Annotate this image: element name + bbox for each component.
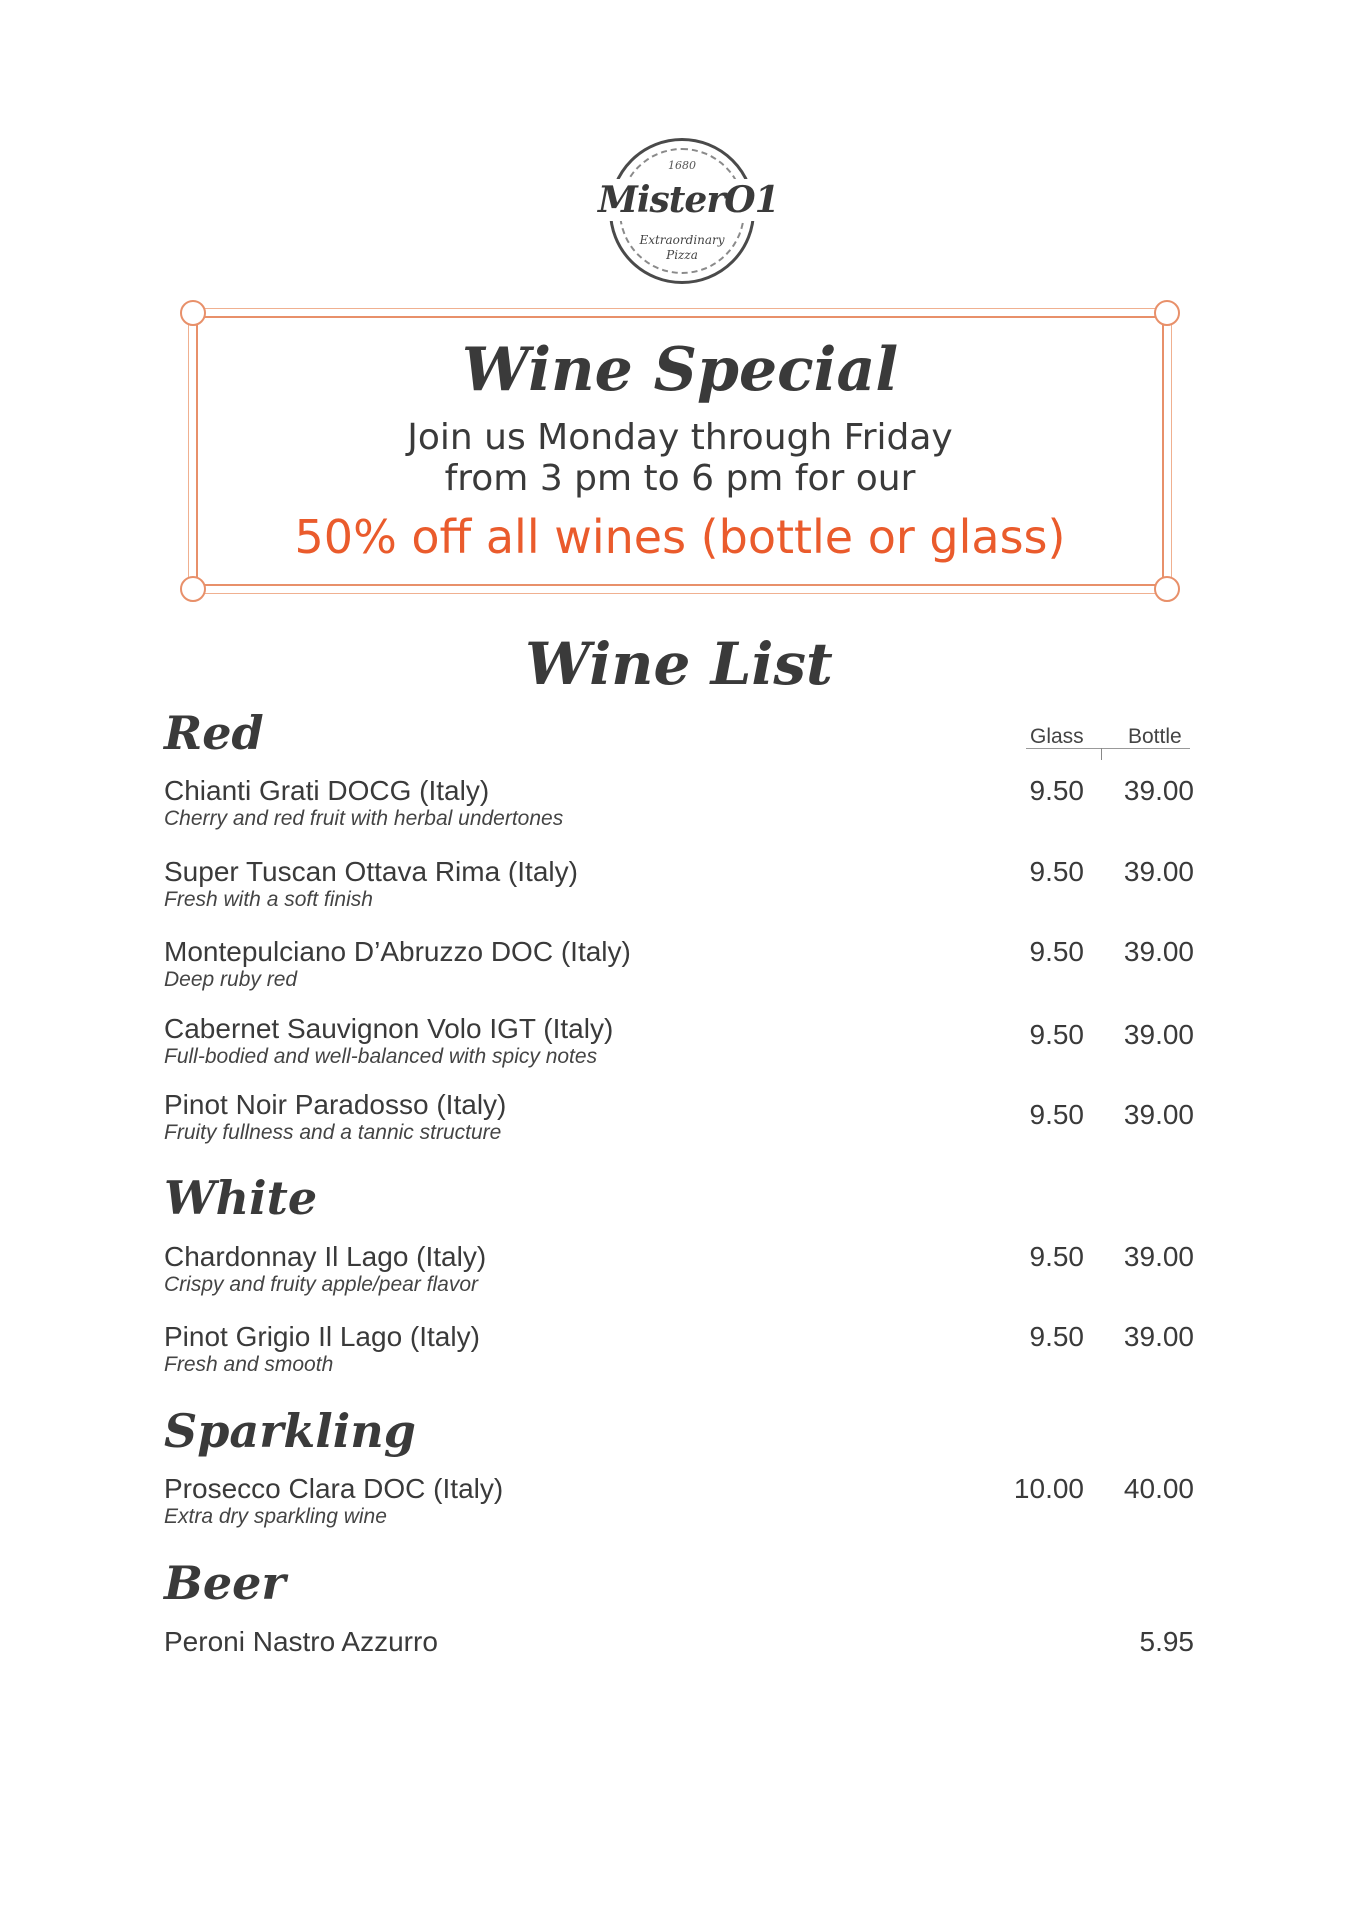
special-offer: 50% off all wines (bottle or glass) (294, 510, 1066, 564)
list-item (164, 935, 1204, 1005)
logo-name: MisterO1 (598, 179, 779, 221)
item-bottle-price: 39.00 (1123, 856, 1194, 887)
item-description: Cherry and red fruit with herbal undertones (164, 807, 564, 830)
wine-list-title: Wine List (525, 630, 833, 698)
column-header-glass: Glass (1030, 725, 1084, 748)
column-header-rule (1026, 748, 1190, 749)
section-title-sparkling: Sparkling (164, 1404, 416, 1458)
special-line-2: from 3 pm to 6 pm for our (444, 458, 916, 499)
logo-tagline-1: Extraordinary (639, 233, 725, 247)
section-title-beer: Beer (164, 1556, 286, 1610)
list-item (164, 774, 1204, 844)
item-description: Crispy and fruity apple/pear flavor (164, 1273, 478, 1296)
item-bottle-price: 39.00 (1123, 1241, 1194, 1272)
item-description: Fruity fullness and a tannic structure (164, 1121, 502, 1144)
item-name: Prosecco Clara DOC (Italy) (164, 1473, 504, 1504)
list-item (164, 1625, 1204, 1695)
item-glass-price: 9.50 (1029, 775, 1084, 806)
item-description: Deep ruby red (164, 968, 298, 991)
item-glass-price: 10.00 (1013, 1473, 1084, 1504)
section-title-red: Red (164, 706, 264, 760)
section-title-white: White (164, 1171, 318, 1225)
list-item (164, 1088, 1204, 1158)
item-description: Extra dry sparkling wine (164, 1505, 387, 1528)
item-name: Montepulciano D’Abruzzo DOC (Italy) (164, 936, 631, 967)
logo-tagline-2: Pizza (666, 248, 698, 262)
item-description: Fresh and smooth (164, 1353, 334, 1376)
item-name: Pinot Grigio Il Lago (Italy) (164, 1321, 480, 1352)
frame-corner-ornament-icon (180, 300, 206, 326)
column-header-bottle: Bottle (1128, 725, 1182, 748)
frame-corner-ornament-icon (1154, 300, 1180, 326)
logo (598, 138, 779, 284)
special-line-1: Join us Monday through Friday (407, 417, 953, 458)
item-bottle-price: 5.95 (1139, 1626, 1194, 1657)
item-bottle-price: 39.00 (1123, 1099, 1194, 1130)
item-name: Chardonnay Il Lago (Italy) (164, 1241, 487, 1272)
item-bottle-price: 40.00 (1123, 1473, 1194, 1504)
list-item (164, 855, 1204, 925)
item-name: Cabernet Sauvignon Volo IGT (Italy) (164, 1013, 614, 1044)
item-bottle-price: 39.00 (1123, 1321, 1194, 1352)
item-bottle-price: 39.00 (1123, 775, 1194, 806)
special-title: Wine Special (461, 335, 899, 405)
item-name: Super Tuscan Ottava Rima (Italy) (164, 856, 578, 887)
frame-corner-ornament-icon (180, 576, 206, 602)
logo-tagline (612, 233, 752, 263)
item-name: Chianti Grati DOCG (Italy) (164, 775, 490, 806)
item-glass-price: 9.50 (1029, 1321, 1084, 1352)
item-name: Peroni Nastro Azzurro (164, 1626, 438, 1657)
item-glass-price: 9.50 (1029, 1019, 1084, 1050)
item-glass-price: 9.50 (1029, 856, 1084, 887)
item-description: Full-bodied and well-balanced with spicy notes (164, 1045, 598, 1068)
list-item (164, 1240, 1204, 1310)
logo-year: 1680 (668, 159, 696, 172)
item-bottle-price: 39.00 (1123, 1019, 1194, 1050)
item-description: Fresh with a soft finish (164, 888, 373, 911)
item-name: Pinot Noir Paradosso (Italy) (164, 1089, 507, 1120)
list-item (164, 1472, 1204, 1542)
column-header-divider (1101, 748, 1102, 760)
item-glass-price: 9.50 (1029, 1099, 1084, 1130)
item-glass-price: 9.50 (1029, 936, 1084, 967)
frame-corner-ornament-icon (1154, 576, 1180, 602)
list-item (164, 1320, 1204, 1390)
item-bottle-price: 39.00 (1123, 936, 1194, 967)
item-glass-price: 9.50 (1029, 1241, 1084, 1272)
list-item (164, 1012, 1204, 1082)
